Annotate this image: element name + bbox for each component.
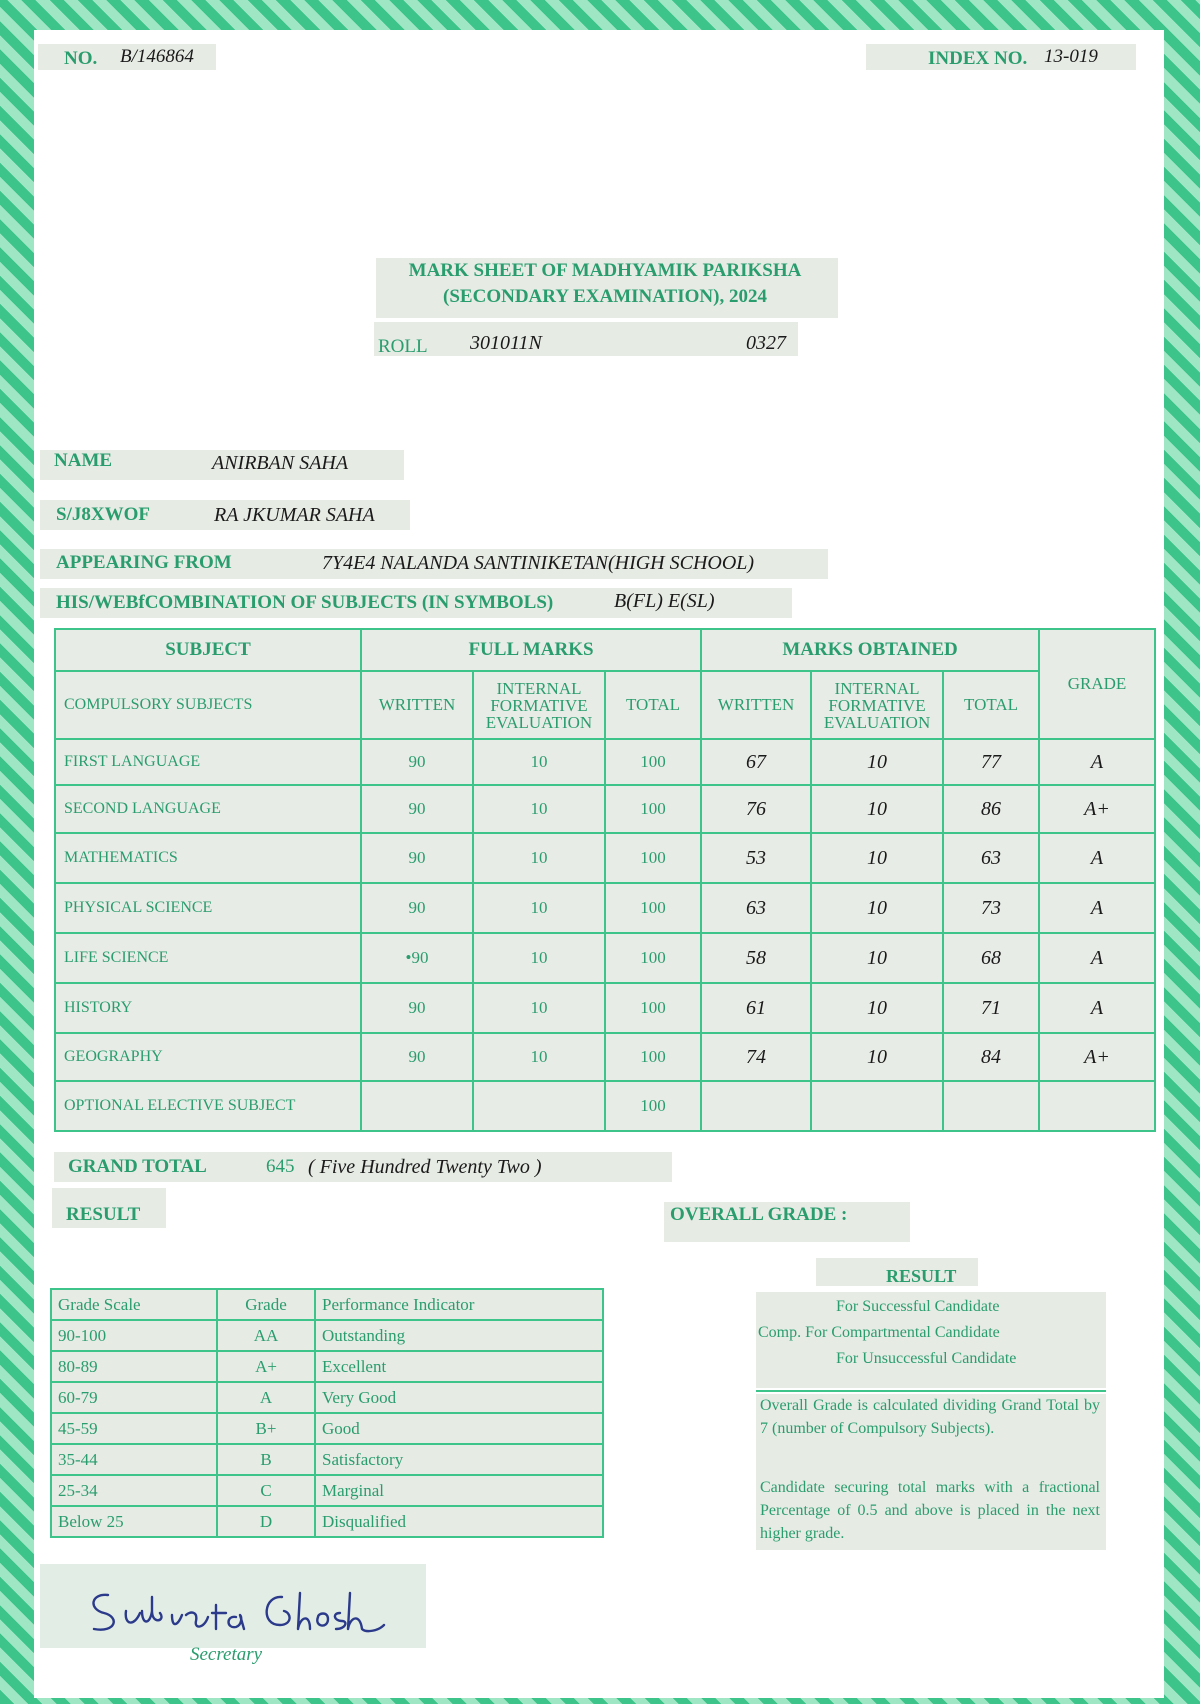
- full-total-cell: 100: [605, 933, 701, 983]
- grade-cell: A: [1039, 833, 1155, 883]
- full-internal-cell: 10: [473, 1033, 605, 1081]
- obtained-internal-cell: [811, 1081, 943, 1131]
- grade-header: GRADE: [1039, 629, 1155, 739]
- scale-range-cell: 35-44: [51, 1444, 217, 1475]
- index-label: INDEX NO.: [928, 48, 1028, 69]
- obtained-internal-cell: 10: [811, 983, 943, 1033]
- marks-obtained-header: MARKS OBTAINED: [701, 629, 1039, 671]
- full-total-cell: 100: [605, 883, 701, 933]
- page-title: [370, 258, 840, 310]
- full-internal-cell: [473, 1081, 605, 1131]
- obtained-total-cell: 84: [943, 1033, 1039, 1081]
- grade-scale-row: [51, 1444, 603, 1475]
- grade-scale-row: [51, 1475, 603, 1506]
- grade-cell: A: [1039, 883, 1155, 933]
- legend-compartmental: Comp. For Compartmental Candidate: [758, 1324, 1000, 1341]
- grade-scale-row: [51, 1351, 603, 1382]
- grade-scale-table: [50, 1288, 604, 1538]
- obtained-total-cell: 63: [943, 833, 1039, 883]
- full-internal-cell: 10: [473, 739, 605, 785]
- full-written-cell: 90: [361, 833, 473, 883]
- scale-indicator-cell: Excellent: [315, 1351, 603, 1382]
- full-written-cell: 90: [361, 785, 473, 833]
- scale-grade-cell: AA: [217, 1320, 315, 1351]
- full-total-cell: 100: [605, 1081, 701, 1131]
- grade-scale-row: [51, 1413, 603, 1444]
- indicator-header: Performance Indicator: [315, 1289, 603, 1320]
- obtained-written-cell: [701, 1081, 811, 1131]
- grade-cell: A: [1039, 933, 1155, 983]
- number-value: B/146864: [120, 46, 194, 67]
- full-written-cell: 90: [361, 739, 473, 785]
- combination-label: HIS/WEBfCOMBINATION OF SUBJECTS (IN SYMBOLS): [56, 592, 554, 613]
- result-label: RESULT: [66, 1204, 141, 1225]
- full-total-cell: 100: [605, 739, 701, 785]
- marks-table: [54, 628, 1156, 1132]
- subject-cell: FIRST LANGUAGE: [55, 739, 361, 785]
- scale-indicator-cell: Satisfactory: [315, 1444, 603, 1475]
- full-total-cell: 100: [605, 1033, 701, 1081]
- legend-divider: [756, 1390, 1106, 1392]
- compulsory-subjects-header: COMPULSORY SUBJECTS: [55, 671, 361, 739]
- obtained-written-cell: 63: [701, 883, 811, 933]
- subject-cell: MATHEMATICS: [55, 833, 361, 883]
- subject-cell: GEOGRAPHY: [55, 1033, 361, 1081]
- grade-header-cell: Grade: [217, 1289, 315, 1320]
- scale-range-cell: 90-100: [51, 1320, 217, 1351]
- subject-header: SUBJECT: [55, 629, 361, 671]
- name-label: NAME: [54, 450, 113, 471]
- full-internal-header: INTERNAL FORMATIVE EVALUATION: [473, 671, 605, 739]
- obtained-internal-cell: 10: [811, 933, 943, 983]
- signatory-title: Secretary: [190, 1644, 263, 1665]
- legend-title: RESULT: [886, 1266, 957, 1286]
- full-total-cell: 100: [605, 833, 701, 883]
- obtained-internal-cell: 10: [811, 883, 943, 933]
- obtained-total-cell: 71: [943, 983, 1039, 1033]
- obtained-written-cell: 58: [701, 933, 811, 983]
- scale-indicator-cell: Very Good: [315, 1382, 603, 1413]
- full-written-header: WRITTEN: [361, 671, 473, 739]
- obtained-total-cell: 77: [943, 739, 1039, 785]
- grand-total-words: ( Five Hundred Twenty Two ): [308, 1156, 542, 1178]
- full-written-cell: 90: [361, 883, 473, 933]
- guardian-label: S/J8XWOF: [56, 504, 150, 525]
- full-written-cell: 90: [361, 1033, 473, 1081]
- subject-cell: PHYSICAL SCIENCE: [55, 883, 361, 933]
- grand-total-label: GRAND TOTAL: [68, 1156, 207, 1177]
- scale-indicator-cell: Disqualified: [315, 1506, 603, 1537]
- roll-panel: [374, 322, 798, 356]
- note-overall-grade: Overall Grade is calculated dividing Grand Total by 7 (number of Compulsory Subjects).: [760, 1397, 1100, 1437]
- scale-range-cell: 45-59: [51, 1413, 217, 1444]
- scale-indicator-cell: Outstanding: [315, 1320, 603, 1351]
- obtained-total-cell: 73: [943, 883, 1039, 933]
- grand-total-value: 645: [266, 1156, 295, 1177]
- grade-scale-row: [51, 1320, 603, 1351]
- scale-range-cell: Below 25: [51, 1506, 217, 1537]
- roll-number: 0327: [746, 332, 786, 354]
- combination-value: B(FL) E(SL): [614, 590, 715, 612]
- subject-cell: OPTIONAL ELECTIVE SUBJECT: [55, 1081, 361, 1131]
- obtained-total-cell: 86: [943, 785, 1039, 833]
- full-total-cell: 100: [605, 983, 701, 1033]
- scale-header: Grade Scale: [51, 1289, 217, 1320]
- candidate-name: ANIRBAN SAHA: [212, 452, 349, 474]
- full-internal-cell: 10: [473, 883, 605, 933]
- overall-grade-label: OVERALL GRADE :: [670, 1204, 848, 1225]
- guardian-name: RA JKUMAR SAHA: [214, 504, 375, 526]
- signature-image: [86, 1585, 386, 1645]
- index-value: 13-019: [1044, 46, 1098, 67]
- marks-body: [55, 739, 1155, 1131]
- table-row: [55, 983, 1155, 1033]
- grade-cell: [1039, 1081, 1155, 1131]
- obtained-internal-cell: 10: [811, 739, 943, 785]
- obtained-written-cell: 76: [701, 785, 811, 833]
- roll-value: 301011N: [470, 332, 542, 354]
- full-internal-cell: 10: [473, 983, 605, 1033]
- scale-grade-cell: B+: [217, 1413, 315, 1444]
- subject-cell: SECOND LANGUAGE: [55, 785, 361, 833]
- table-row: [55, 933, 1155, 983]
- scale-grade-cell: A+: [217, 1351, 315, 1382]
- grade-cell: A: [1039, 983, 1155, 1033]
- grade-cell: A: [1039, 739, 1155, 785]
- obtained-internal-cell: 10: [811, 1033, 943, 1081]
- school-name: 7Y4E4 NALANDA SANTINIKETAN(HIGH SCHOOL): [322, 552, 755, 574]
- full-internal-cell: 10: [473, 933, 605, 983]
- table-row: [55, 1033, 1155, 1081]
- obtained-written-cell: 61: [701, 983, 811, 1033]
- obtained-written-cell: 53: [701, 833, 811, 883]
- grade-scale-row: [51, 1506, 603, 1537]
- full-internal-cell: 10: [473, 833, 605, 883]
- obtained-total-cell: 68: [943, 933, 1039, 983]
- scale-range-cell: 80-89: [51, 1351, 217, 1382]
- title-line1: MARK SHEET OF MADHYAMIK PARIKSHA: [408, 260, 802, 281]
- full-total-header: TOTAL: [605, 671, 701, 739]
- grade-cell: A+: [1039, 785, 1155, 833]
- scale-indicator-cell: Good: [315, 1413, 603, 1444]
- obtained-internal-cell: 10: [811, 833, 943, 883]
- table-row: [55, 739, 1155, 785]
- full-marks-header: FULL MARKS: [361, 629, 701, 671]
- obtained-total-cell: [943, 1081, 1039, 1131]
- obtained-total-header: TOTAL: [943, 671, 1039, 739]
- legend-unsuccessful: For Unsuccessful Candidate: [836, 1350, 1017, 1367]
- table-row: [55, 883, 1155, 933]
- full-written-cell: [361, 1081, 473, 1131]
- obtained-written-cell: 67: [701, 739, 811, 785]
- full-internal-cell: 10: [473, 785, 605, 833]
- scale-indicator-cell: Marginal: [315, 1475, 603, 1506]
- full-written-cell: •90: [361, 933, 473, 983]
- grade-scale-body: [51, 1289, 603, 1537]
- table-row: [55, 833, 1155, 883]
- roll-label: ROLL: [378, 336, 428, 357]
- scale-grade-cell: D: [217, 1506, 315, 1537]
- scale-grade-cell: C: [217, 1475, 315, 1506]
- obtained-written-cell: 74: [701, 1033, 811, 1081]
- title-line2: (SECONDARY EXAMINATION), 2024: [443, 286, 767, 307]
- table-row: [55, 785, 1155, 833]
- school-label: APPEARING FROM: [56, 552, 232, 573]
- subject-cell: LIFE SCIENCE: [55, 933, 361, 983]
- table-row: [55, 1081, 1155, 1131]
- grade-scale-header-row: [51, 1289, 603, 1320]
- subject-cell: HISTORY: [55, 983, 361, 1033]
- scale-grade-cell: B: [217, 1444, 315, 1475]
- grade-cell: A+: [1039, 1033, 1155, 1081]
- scale-range-cell: 25-34: [51, 1475, 217, 1506]
- obtained-internal-header: INTERNAL FORMATIVE EVALUATION: [811, 671, 943, 739]
- number-label: NO.: [64, 48, 98, 69]
- scale-range-cell: 60-79: [51, 1382, 217, 1413]
- obtained-internal-cell: 10: [811, 785, 943, 833]
- scale-grade-cell: A: [217, 1382, 315, 1413]
- full-total-cell: 100: [605, 785, 701, 833]
- obtained-written-header: WRITTEN: [701, 671, 811, 739]
- legend-successful: For Successful Candidate: [836, 1298, 1000, 1315]
- grade-scale-row: [51, 1382, 603, 1413]
- note-fractional: Candidate securing total marks with a fractional Percentage of 0.5 and above is placed in the next higher grade.: [760, 1479, 1100, 1542]
- full-written-cell: 90: [361, 983, 473, 1033]
